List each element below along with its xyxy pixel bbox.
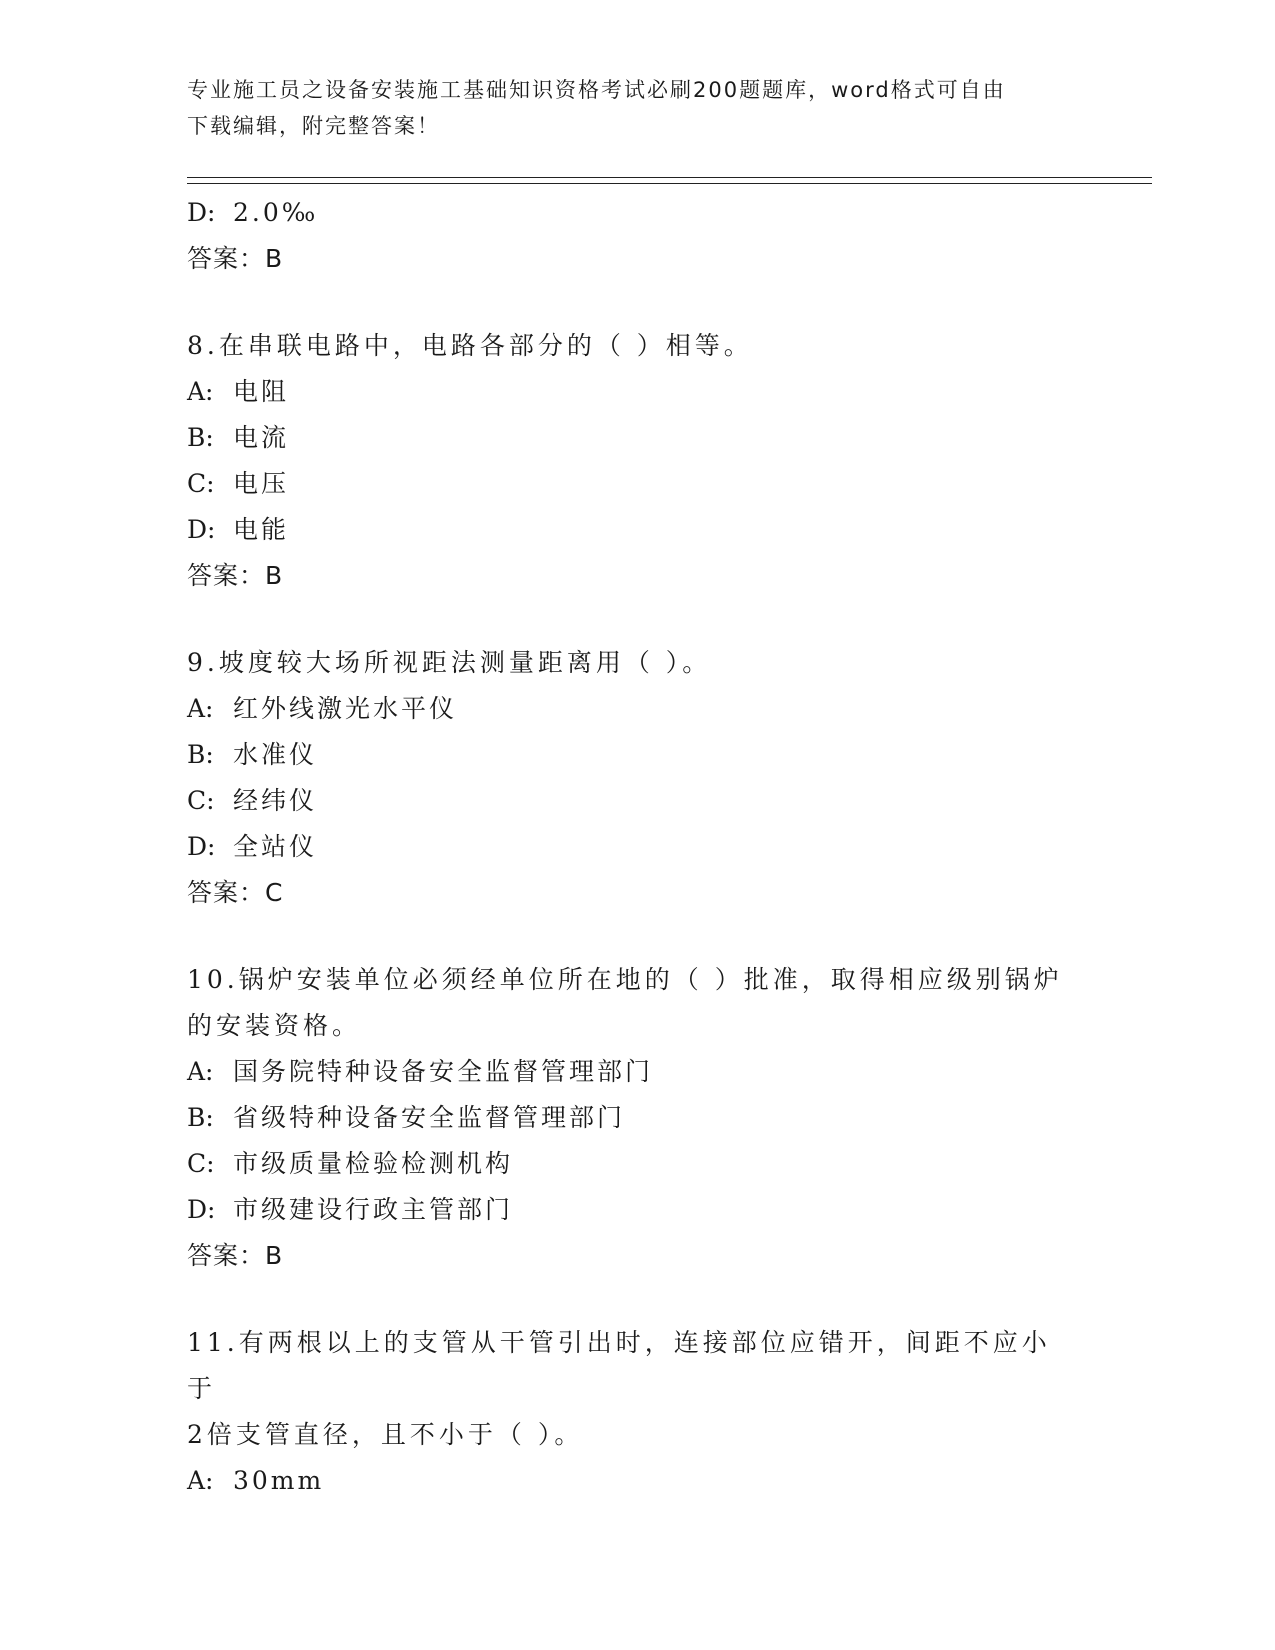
option-c: [187, 461, 1087, 507]
question-stem: 9.坡度较大场所视距法测量距离用（ ）。: [187, 648, 712, 677]
header-divider-bottom: [187, 183, 1152, 184]
header-line-2: 下载编辑，附完整答案！: [187, 114, 440, 138]
option-text: 红外线激光水平仪: [233, 694, 458, 723]
document-header: [187, 72, 1067, 144]
question-8: [187, 323, 1087, 599]
option-label: D:: [187, 515, 216, 544]
option-label: C:: [187, 786, 215, 815]
option-label: B:: [187, 423, 214, 452]
option-text: 2.0‰: [233, 198, 319, 227]
option-a: [187, 369, 1087, 415]
option-text: 电流: [233, 423, 290, 452]
option-c: [187, 778, 1087, 824]
option-label: C:: [187, 1149, 215, 1178]
option-b: [187, 732, 1087, 778]
question-10: [187, 957, 1087, 1279]
option-label: B:: [187, 740, 214, 769]
option-c: [187, 1141, 1087, 1187]
option-text: 电能: [233, 515, 290, 544]
option-label: A:: [187, 1057, 214, 1086]
option-text: 市级质量检验检测机构: [233, 1149, 514, 1178]
question-11: [187, 1320, 1087, 1504]
option-label: B:: [187, 1103, 214, 1132]
question-9: [187, 640, 1087, 916]
option-d-prev: [187, 190, 1087, 236]
option-d: [187, 1187, 1087, 1233]
header-divider-top: [187, 177, 1152, 178]
option-b: [187, 415, 1087, 461]
option-text: 电压: [233, 469, 290, 498]
option-a: [187, 686, 1087, 732]
question-stem-line-1: 11.有两根以上的支管从干管引出时，连接部位应错开，间距不应小于: [187, 1328, 1051, 1403]
answer: 答案：B: [187, 561, 284, 590]
option-label: D:: [187, 832, 216, 861]
option-text: 电阻: [233, 377, 290, 406]
option-d: [187, 507, 1087, 553]
question-stem-line-2: 2倍支管直径，且不小于（ ）。: [187, 1420, 584, 1449]
option-label: A:: [187, 694, 214, 723]
question-list: [187, 190, 1087, 1504]
option-label: D:: [187, 198, 216, 227]
option-text: 全站仪: [233, 832, 318, 861]
option-text: 市级建设行政主管部门: [233, 1195, 514, 1224]
question-stem-line-1: 10.锅炉安装单位必须经单位所在地的（ ）批准，取得相应级别锅炉: [187, 965, 1063, 994]
answer: 答案：C: [187, 878, 284, 907]
option-text: 水准仪: [233, 740, 318, 769]
option-d: [187, 824, 1087, 870]
answer-prev: 答案：B: [187, 244, 284, 273]
option-label: D:: [187, 1195, 216, 1224]
option-text: 30mm: [233, 1466, 325, 1495]
option-text: 国务院特种设备安全监督管理部门: [233, 1057, 654, 1086]
header-line-1: 专业施工员之设备安装施工基础知识资格考试必刷200题题库，word格式可自由: [187, 78, 1006, 102]
option-text: 经纬仪: [233, 786, 318, 815]
option-label: A:: [187, 377, 214, 406]
option-label: C:: [187, 469, 215, 498]
option-a: [187, 1458, 1087, 1504]
option-label: A:: [187, 1466, 214, 1495]
option-b: [187, 1095, 1087, 1141]
answer: 答案：B: [187, 1241, 284, 1270]
option-a: [187, 1049, 1087, 1095]
question-stem-line-2: 的安装资格。: [187, 1011, 362, 1040]
question-stem: 8.在串联电路中，电路各部分的（ ）相等。: [187, 331, 753, 360]
option-text: 省级特种设备安全监督管理部门: [233, 1103, 626, 1132]
